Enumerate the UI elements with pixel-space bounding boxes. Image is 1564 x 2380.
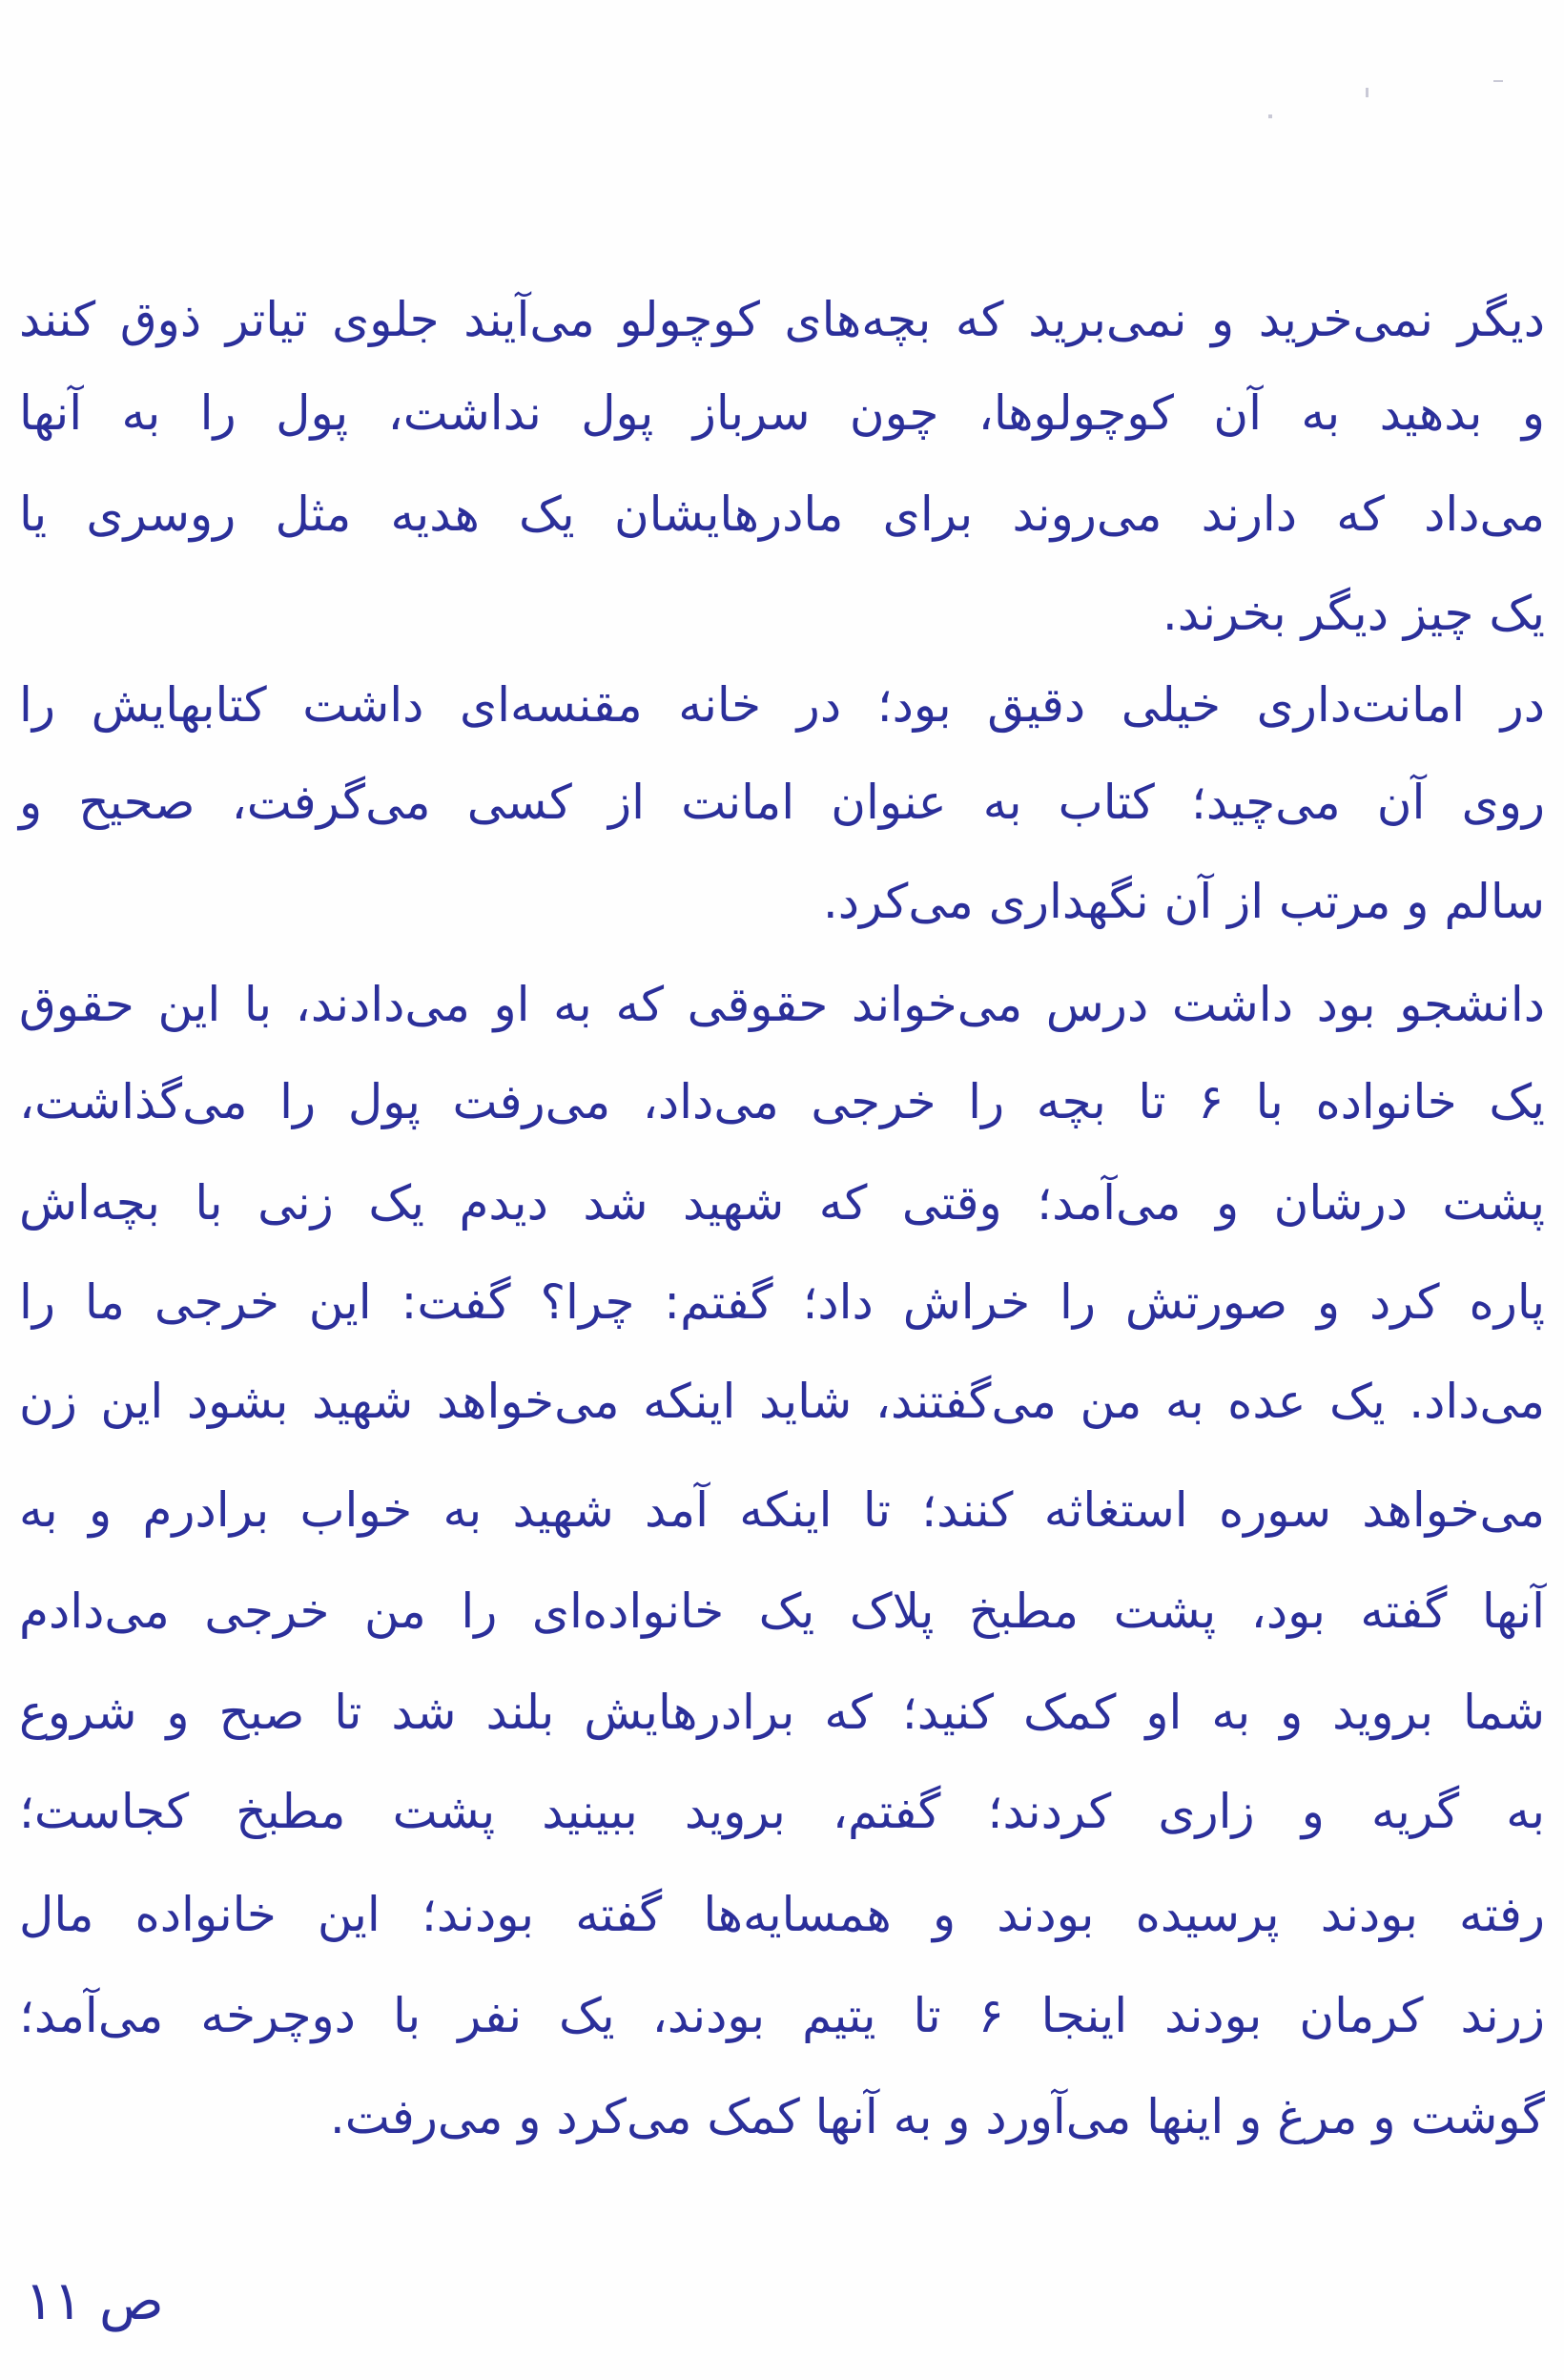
- text-line: و بدهید به آن کوچولوها، چون سرباز پول نداشت، پول را به آنها: [19, 385, 1545, 441]
- text-line: سالم و مرتب از آن نگهداری می‌کرد.: [822, 874, 1545, 929]
- text-line: می‌داد که دارند می‌روند برای مادرهایشان یک هدیه مثل روسری یا: [19, 486, 1545, 542]
- text-line: زرند کرمان بودند اینجا ۶ تا یتیم بودند، یک نفر با دوچرخه می‌آمد؛: [19, 1988, 1545, 2043]
- scan-speck: [1493, 80, 1503, 82]
- text-line: آنها گفته بود، پشت مطبخ پلاک یک خانواده‌ای را من خرجی می‌دادم: [19, 1583, 1545, 1639]
- text-line: به گریه و زاری کردند؛ گفتم، بروید ببینید پشت مطبخ کجاست؛: [19, 1784, 1545, 1839]
- page-number: ص ۱۱: [25, 2270, 164, 2332]
- text-line: می‌خواهد سوره استغاثه کنند؛ تا اینکه آمد شهید به خواب برادرم و به: [19, 1482, 1545, 1538]
- text-line: دیگر نمی‌خرید و نمی‌برید که بچه‌های کوچولو می‌آیند جلوی تیاتر ذوق کنند: [19, 292, 1545, 347]
- text-line: گوشت و مرغ و اینها می‌آورد و به آنها کمک می‌کرد و می‌رفت.: [329, 2089, 1545, 2144]
- text-line: یک چیز دیگر بخرند.: [1162, 586, 1545, 641]
- text-line: پشت درشان و می‌آمد؛ وقتی که شهید شد دیدم یک زنی با بچه‌اش: [19, 1175, 1545, 1231]
- text-line: می‌داد. یک عده به من می‌گفتند، شاید اینکه می‌خواهد شهید بشود این زن: [19, 1374, 1545, 1429]
- text-line: دانشجو بود داشت درس می‌خواند حقوقی که به او می‌دادند، با این حقوق: [19, 977, 1545, 1032]
- text-line: روی آن می‌چید؛ کتاب به عنوان امانت از کسی می‌گرفت، صحیح و: [19, 775, 1545, 830]
- text-line: در امانت‌داری خیلی دقیق بود؛ در خانه مقنسه‌ای داشت کتابهایش را: [19, 677, 1545, 733]
- text-line: رفته بودند پرسیده بودند و همسایه‌ها گفته بودند؛ این خانواده مال: [19, 1887, 1545, 1942]
- scan-speck: [1366, 88, 1368, 97]
- text-line: پاره کرد و صورتش را خراش داد؛ گفتم: چرا؟ گفت: این خرجی ما را: [19, 1274, 1545, 1330]
- text-line: یک خانواده با ۶ تا بچه را خرجی می‌داد، می‌رفت پول را می‌گذاشت،: [19, 1074, 1545, 1129]
- scan-speck: [1268, 114, 1272, 118]
- text-line: شما بروید و به او کمک کنید؛ که برادرهایش بلند شد تا صبح و شروع: [19, 1685, 1545, 1740]
